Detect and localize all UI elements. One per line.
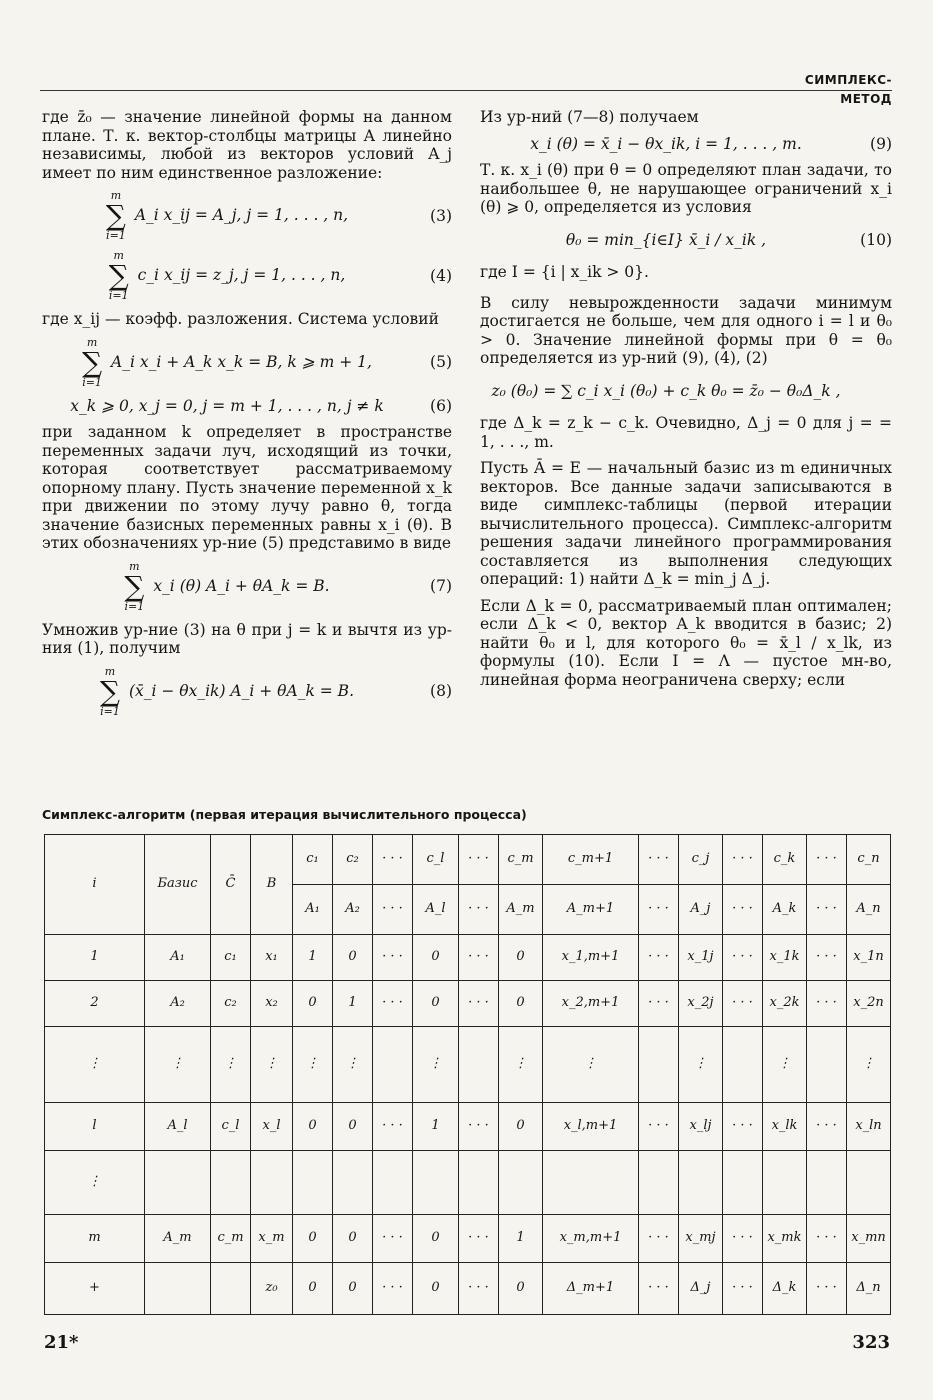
table-cell [639,1027,679,1103]
page-number: 323 [852,1332,890,1353]
table-cell: m [45,1215,145,1263]
table-cell: · · · [639,935,679,981]
table-cell: · · · [639,1215,679,1263]
table-cell: 1 [45,935,145,981]
table-cell: · · · [373,1103,413,1151]
cost-header: · · · [639,835,679,885]
table-cell: 0 [333,1103,373,1151]
table-cell [373,1027,413,1103]
cost-header: c₂ [333,835,373,885]
left-paragraph-3: при заданном k определяет в пространстве переменных задачи луч, исходящий из точки, которая соответствует рассматриваемому опорному плану. Пусть значение переменной x_k при движении по этому лучу равно θ, тогда значение базисных переменных равны x_i (θ). В этих обозначениях ур-ние (5) представимо в виде [42,423,452,552]
right-paragraph-4: В силу невырожденности задачи минимум достигается не больше, чем для одного i = l и θ₀ > 0. Значение линейной формы при θ = θ₀ определяется из ур-ний (9), (4), (2) [480,293,892,367]
table-row [45,1151,891,1215]
sum-sign: m ∑ i=1 [100,664,120,718]
table-cell: · · · [807,935,847,981]
table-cell: x_1n [847,935,891,981]
equation-10-number: (10) [860,230,892,249]
table-cell: 0 [499,1103,543,1151]
cost-header: · · · [459,835,499,885]
table-cell [807,1027,847,1103]
table-cell: ⋮ [499,1027,543,1103]
table-cell: 0 [413,935,459,981]
table-cell: x_2,m+1 [543,981,639,1027]
running-title: СИМПЛЕКС-МЕТОД [804,73,892,106]
table-cell: · · · [373,1215,413,1263]
right-paragraph-5: где Δ_k = z_k − c_k. Очевидно, Δ_j = 0 для j = = 1, . . ., m. [480,414,892,451]
table-cell [723,1027,763,1103]
table-cell: x_1k [763,935,807,981]
equation-5-expr: A_i x_i + A_k x_k = B, k ⩾ m + 1, [111,352,372,371]
sum-sign: m ∑ i=1 [108,249,129,302]
table-cell: A_m [145,1215,211,1263]
table-cell: 0 [413,1263,459,1315]
table-cell: ⋮ [763,1027,807,1103]
vector-header: A_m [499,885,543,935]
equation-4-expr: c_i x_ij = z_j, j = 1, . . . , n, [137,266,346,284]
table-cell: · · · [723,981,763,1027]
table-cell: ⋮ [251,1027,293,1103]
vector-header: A_m+1 [543,885,639,935]
equation-3 [42,190,452,242]
table-cell: · · · [373,981,413,1027]
table-cell: c_m [211,1215,251,1263]
table-cell [499,1151,543,1215]
table-row [45,1263,891,1315]
cost-header: c_j [679,835,723,885]
table-cell: z₀ [251,1263,293,1315]
table-cell: x_m,m+1 [543,1215,639,1263]
equation-8-number: (8) [430,682,452,701]
table-cell [333,1151,373,1215]
right-paragraph-6: Пусть Ā = E — начальный базис из m единичных векторов. Все данные задачи записываются в виде симплекс-таблицы (первой итерации вычислительного процесса). Симплекс-алгоритм решения задачи линейного программирования составляется из выполнения следующих операций: 1) найти Δ_k = min_j Δ_j. [480,459,892,588]
table-cell: ⋮ [45,1027,145,1103]
cost-header: c_k [763,835,807,885]
table-cell: c₁ [211,935,251,981]
table-cell: · · · [723,1263,763,1315]
table-caption: Симплекс-алгоритм (первая итерация вычислительного процесса) [42,807,527,822]
table-cell: 0 [413,981,459,1027]
table-cell: x_2j [679,981,723,1027]
cost-header: c₁ [293,835,333,885]
sum-sign: m ∑ i=1 [124,559,145,613]
vector-header: A_j [679,885,723,935]
equation-5 [42,337,452,389]
sum-sign: m ∑ i=1 [105,189,126,242]
table-cell [145,1151,211,1215]
table-cell [543,1151,639,1215]
table-cell: ⋮ [543,1027,639,1103]
table-cell [723,1151,763,1215]
table-cell: x_1j [679,935,723,981]
table-cell: · · · [459,1215,499,1263]
table-cell: · · · [639,981,679,1027]
table-cell: ⋮ [847,1027,891,1103]
equation-9 [480,135,892,154]
table-row [45,1027,891,1103]
vector-header: · · · [373,885,413,935]
right-paragraph-3: где I = {i | x_ik > 0}. [480,263,649,281]
right-paragraph-2: Т. к. x_i (θ) при θ = 0 определяют план задачи, то наибольшее θ, не нарушающее ограничений x_i (θ) ⩾ 0, определяется из условия [480,161,892,216]
table-cell [679,1151,723,1215]
simplex-table [44,834,891,1315]
column-header: Базис [145,835,211,935]
table-cell: · · · [373,935,413,981]
table-cell: 1 [499,1215,543,1263]
table-cell: 0 [499,981,543,1027]
table-cell: · · · [459,1103,499,1151]
cost-header: · · · [807,835,847,885]
table-row [45,1103,891,1151]
left-paragraph-1: где z̄₀ — значение линейной формы на данном плане. Т. к. вектор-столбцы матрицы A линейно независимы, любой из векторов условий A_j имеет по ним единственное разложение: [42,108,452,182]
table-row [45,981,891,1027]
table-cell: A_l [145,1103,211,1151]
table-cell: ⋮ [145,1027,211,1103]
equation-6 [42,397,452,416]
table-cell [459,1027,499,1103]
table-cell: x_mj [679,1215,723,1263]
equation-10 [480,231,892,250]
right-paragraph-1: Из ур-ний (7—8) получаем [480,108,699,126]
table-cell: x_lk [763,1103,807,1151]
table-cell [373,1151,413,1215]
table-cell: · · · [373,1263,413,1315]
table-cell: x₂ [251,981,293,1027]
table-cell [639,1151,679,1215]
vector-header: · · · [459,885,499,935]
table-cell: · · · [723,935,763,981]
table-cell: · · · [807,981,847,1027]
table-cell: x_mn [847,1215,891,1263]
table-cell: 0 [499,1263,543,1315]
table-cell: · · · [459,1263,499,1315]
left-paragraph-4: Умножив ур-ние (3) на θ при j = k и вычтя из ур-ния (1), получим [42,620,452,657]
vector-header: · · · [807,885,847,935]
equation-3-number: (3) [430,206,452,225]
table-cell [211,1151,251,1215]
signature-mark: 21* [44,1332,79,1353]
table-cell: x_l [251,1103,293,1151]
table-cell [251,1151,293,1215]
table-cell [211,1263,251,1315]
equation-11-expr: z₀ (θ₀) = ∑ c_i x_i (θ₀) + c_k θ₀ = z̄₀ − θ₀Δ_k , [491,381,841,400]
cost-header: c_n [847,835,891,885]
equation-9-expr: x_i (θ) = x̄_i − θx_ik, i = 1, . . . , m. [530,134,802,153]
vector-header: A₁ [293,885,333,935]
table-cell [413,1151,459,1215]
table-row [45,1215,891,1263]
table-cell: c₂ [211,981,251,1027]
table-cell: ⋮ [293,1027,333,1103]
left-column [42,108,452,726]
table-cell: 2 [45,981,145,1027]
table-cell: Δ_j [679,1263,723,1315]
vector-header: A_l [413,885,459,935]
right-column [480,108,892,693]
table-cell: · · · [459,981,499,1027]
table-cell: · · · [807,1215,847,1263]
equation-4 [42,250,452,302]
table-cell: Δ_n [847,1263,891,1315]
table-cell: x_2n [847,981,891,1027]
equation-11 [480,382,892,401]
table-cell: 0 [293,1103,333,1151]
table-cell: 1 [293,935,333,981]
table-cell: ⋮ [679,1027,723,1103]
table-cell: c_l [211,1103,251,1151]
table-cell: 0 [499,935,543,981]
table-cell: x_l,m+1 [543,1103,639,1151]
equation-7 [42,561,452,613]
equation-7-number: (7) [430,577,452,596]
vector-header: · · · [639,885,679,935]
table-cell: 0 [333,1263,373,1315]
sum-sign: m ∑ i=1 [82,335,103,389]
table-cell: · · · [723,1215,763,1263]
column-header: B [251,835,293,935]
table-cell: · · · [807,1103,847,1151]
table-cell: l [45,1103,145,1151]
table-cell: x_mk [763,1215,807,1263]
table-cell [293,1151,333,1215]
equation-5-number: (5) [430,353,452,372]
table-cell: 0 [333,935,373,981]
column-header: C̄ [211,835,251,935]
table-cell: Δ_k [763,1263,807,1315]
vector-header: A_k [763,885,807,935]
equation-7-expr: x_i (θ) A_i + θA_k = B. [153,576,330,595]
right-paragraph-7: Если Δ_k = 0, рассматриваемый план оптимален; если Δ_k < 0, вектор A_k вводится в базис; 2) найти θ₀ и l, для которого θ₀ = x̄_l / x_lk, из формулы (10). Если I = Λ — пустое мн-во, линейная форма неограничена сверху; если [480,596,892,689]
equation-8-expr: (x̄_i − θx_ik) A_i + θA_k = B. [128,681,354,700]
table-cell: 1 [413,1103,459,1151]
vector-header: · · · [723,885,763,935]
cost-header: · · · [373,835,413,885]
table-cell: 0 [413,1215,459,1263]
table-cell: x₁ [251,935,293,981]
table-cell: · · · [639,1103,679,1151]
table-cell: x_1,m+1 [543,935,639,981]
cost-header: c_m+1 [543,835,639,885]
table-cell: A₂ [145,981,211,1027]
table-cell: Δ_m+1 [543,1263,639,1315]
table-cell: 0 [333,1215,373,1263]
header-rule [40,90,892,91]
table-cell: 0 [293,1215,333,1263]
equation-6-number: (6) [430,396,452,415]
table-cell: x_m [251,1215,293,1263]
equation-8 [42,666,452,718]
vector-header: A₂ [333,885,373,935]
table-cell: ⋮ [45,1151,145,1215]
equation-3-expr: A_i x_ij = A_j, j = 1, . . . , n, [134,206,349,224]
table-cell: ⋮ [333,1027,373,1103]
equation-4-number: (4) [430,266,452,285]
equation-10-expr: θ₀ = min_{i∈I} x̄_i / x_ik , [565,230,767,249]
cost-header: c_l [413,835,459,885]
table-cell: x_lj [679,1103,723,1151]
cost-header: c_m [499,835,543,885]
table-cell [459,1151,499,1215]
table-cell: 0 [293,981,333,1027]
table-cell [763,1151,807,1215]
cost-header: · · · [723,835,763,885]
table-row [45,935,891,981]
equation-6-expr: x_k ⩾ 0, x_j = 0, j = m + 1, . . . , n, j ≠ k [70,396,384,415]
table-cell: A₁ [145,935,211,981]
table-cell: · · · [459,935,499,981]
table-cell [145,1263,211,1315]
table-cell: + [45,1263,145,1315]
table-cell: · · · [723,1103,763,1151]
table-cell: x_2k [763,981,807,1027]
equation-9-number: (9) [870,134,892,153]
table-cell [807,1151,847,1215]
table-cell: ⋮ [211,1027,251,1103]
vector-header: A_n [847,885,891,935]
left-paragraph-2: где x_ij — коэфф. разложения. Система условий [42,310,439,328]
table-cell: · · · [639,1263,679,1315]
table-cell: 1 [333,981,373,1027]
table-cell: 0 [293,1263,333,1315]
table-cell: ⋮ [413,1027,459,1103]
table-cell: x_ln [847,1103,891,1151]
column-header: i [45,835,145,935]
table-cell: · · · [807,1263,847,1315]
table-cell [847,1151,891,1215]
